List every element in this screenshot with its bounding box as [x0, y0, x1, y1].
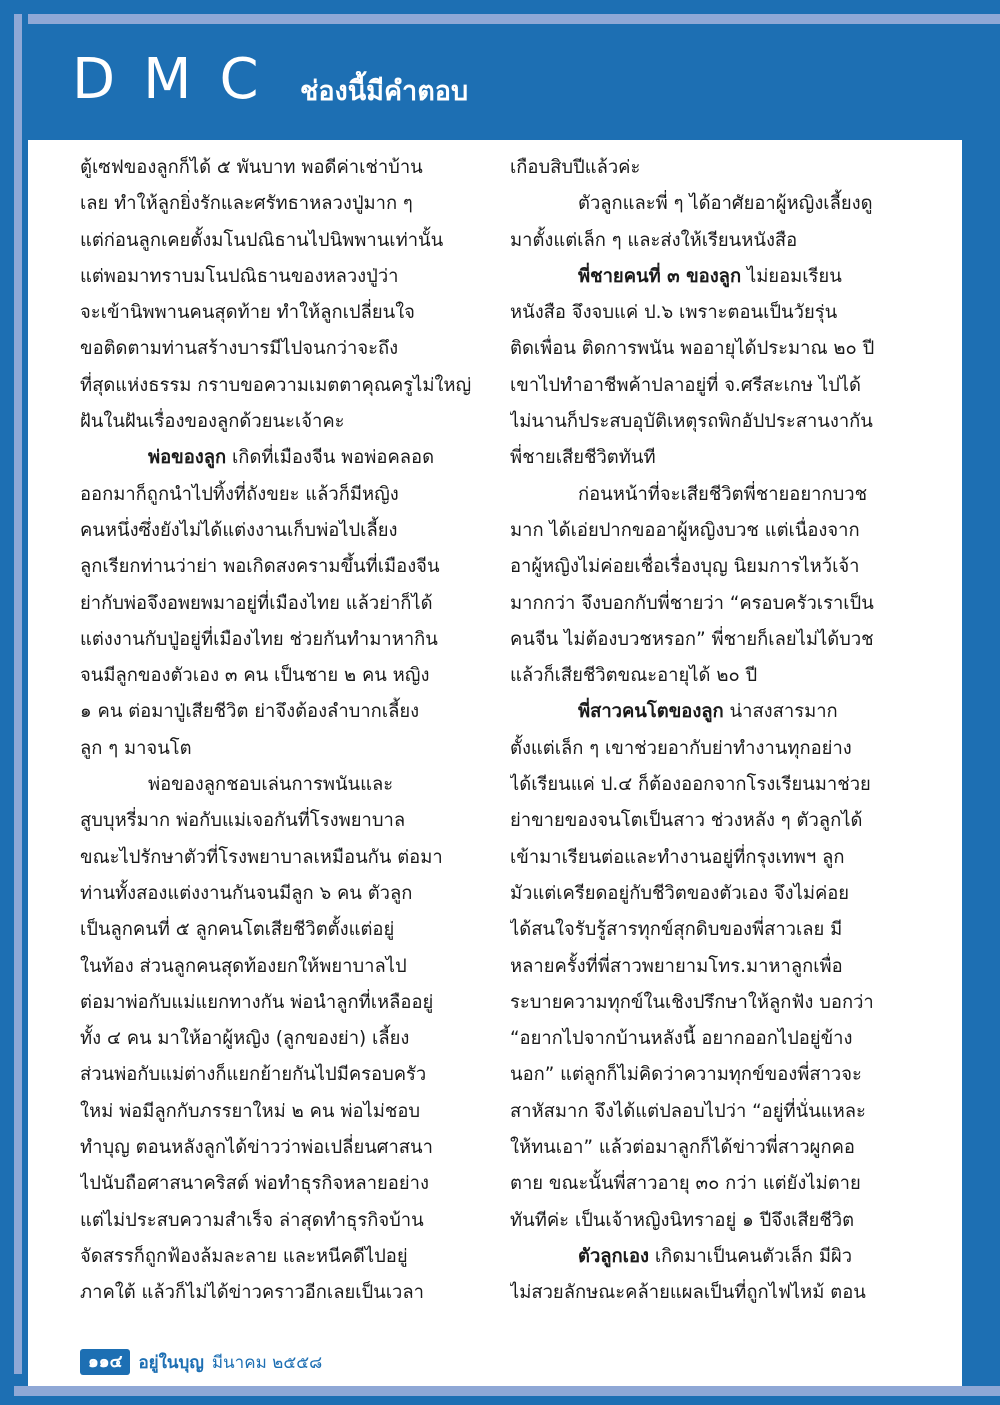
line-text: ส่วนพ่อกับแม่ต่างก็แยกย้ายกันไปมีครอบครัว — [80, 1064, 427, 1086]
text-line — [80, 513, 490, 549]
text-line — [80, 150, 490, 186]
line-text: แล้วก็เสียชีวิตขณะอายุได้ ๒๐ ปี — [510, 665, 758, 687]
text-line — [80, 876, 490, 912]
line-text: หลายครั้งที่พี่สาวพยายามโทร.มาหาลูกเพื่อ — [510, 955, 843, 977]
text-line — [510, 259, 894, 295]
line-text: ให้ทนเอา” แล้วต่อมาลูกก็ได้ข่าวพี่สาวผูกคอ — [510, 1137, 855, 1159]
bold-lead: ตัวลูกเอง — [578, 1245, 649, 1267]
text-line — [80, 949, 490, 985]
line-text: ตั้งแต่เล็ก ๆ เขาช่วยอากับย่าทำงานทุกอย่าง — [510, 737, 852, 759]
bottom-frame — [0, 1396, 1000, 1405]
line-text: ตัวลูกและพี่ ๆ ได้อาศัยอาผู้หญิงเลี้ยงดู — [578, 193, 873, 215]
text-line — [510, 404, 894, 440]
line-text: นอก” แต่ลูกก็ไม่คิดว่าความทุกข์ของพี่สาวจะ — [510, 1064, 862, 1086]
line-text: อาผู้หญิงไม่ค่อยเชื่อเรื่องบุญ นิยมการไหว้เจ้า — [510, 556, 860, 578]
left-column — [80, 150, 490, 1312]
text-line — [510, 949, 894, 985]
line-text: แต่งงานกับปู่อยู่ที่เมืองไทย ช่วยกันทำมาหากิน — [80, 628, 438, 650]
line-text: ก่อนหน้าที่จะเสียชีวิตพี่ชายอยากบวช — [578, 483, 868, 505]
line-text: แต่ก่อนลูกเคยตั้งมโนปณิธานไปนิพพานเท่านั้น — [80, 229, 444, 251]
line-text: ย่าขายของจนโตเป็นสาว ช่วงหลัง ๆ ตัวลูกได้ — [510, 810, 863, 832]
text-line — [80, 1166, 490, 1202]
line-text: ไม่นานก็ประสบอุบัติเหตุรถพิกอัปประสานงากัน — [510, 411, 873, 433]
line-text: เข้ามาเรียนต่อและทำงานอยู่ที่กรุงเทพฯ ลูก — [510, 846, 845, 868]
text-line — [510, 440, 894, 476]
text-line — [80, 368, 490, 404]
text-line — [80, 295, 490, 331]
line-text: เกิดมาเป็นคนตัวเล็ก มีผิว — [649, 1245, 853, 1267]
line-text: ๑ คน ต่อมาปู่เสียชีวิต ย่าจึงต้องลำบากเลี้ยง — [80, 701, 420, 723]
text-line — [80, 767, 490, 803]
bold-lead: พ่อของลูก — [148, 447, 227, 469]
bold-lead: พี่ชายคนที่ ๓ ของลูก — [578, 265, 742, 287]
line-text: ติดเพื่อน ติดการพนัน พออายุได้ประมาณ ๒๐ ปี — [510, 338, 875, 360]
text-line — [80, 1094, 490, 1130]
text-line — [80, 1239, 490, 1275]
magazine-name: อยู่ในบุญ — [138, 1352, 204, 1373]
bottom-frame-stripe — [14, 1386, 1000, 1396]
text-line — [80, 912, 490, 948]
text-line — [510, 223, 894, 259]
text-line — [80, 658, 490, 694]
line-text: ฝันในฝันเรื่องของลูกด้วยนะเจ้าคะ — [80, 411, 345, 433]
text-line — [80, 549, 490, 585]
line-text: ย่ากับพ่อจึงอพยพมาอยู่ที่เมืองไทย แล้วย่าก็ได้ — [80, 592, 433, 614]
text-line — [510, 331, 894, 367]
text-line — [510, 1275, 894, 1311]
text-line — [510, 1239, 894, 1275]
line-text: เกิดที่เมืองจีน พอพ่อคลอด — [226, 447, 435, 469]
text-line — [510, 1130, 894, 1166]
text-line — [80, 223, 490, 259]
line-text: ได้สนใจรับรู้สารทุกข์สุกดิบของพี่สาวเลย มี — [510, 919, 843, 941]
line-text: ได้เรียนแค่ ป.๔ ก็ต้องออกจากโรงเรียนมาช่วย — [510, 774, 871, 796]
line-text: แต่พอมาทราบมโนปณิธานของหลวงปู่ว่า — [80, 265, 399, 287]
line-text: หนังสือ จึงจบแค่ ป.๖ เพราะตอนเป็นวัยรุ่น — [510, 302, 838, 324]
line-text: มาก ได้เอ่ยปากขออาผู้หญิงบวช แต่เนื่องจาก — [510, 519, 860, 541]
text-line — [80, 404, 490, 440]
line-text: คนหนึ่งซึ่งยังไม่ได้แต่งงานเก็บพ่อไปเลี้ยง — [80, 519, 398, 541]
line-text: มากกว่า จึงบอกกับพี่ชายว่า “ครอบครัวเราเป็น — [510, 592, 874, 614]
text-line — [80, 731, 490, 767]
line-text: ทันทีค่ะ เป็นเจ้าหญิงนิทราอยู่ ๑ ปีจึงเสียชีวิต — [510, 1209, 855, 1231]
text-line — [510, 477, 894, 513]
text-line — [510, 767, 894, 803]
line-text: จัดสรรก็ถูกฟ้องล้มละลาย และหนีคดีไปอยู่ — [80, 1245, 408, 1267]
line-text: จะเข้านิพพานคนสุดท้าย ทำให้ลูกเปลี่ยนใจ — [80, 302, 415, 324]
text-line — [510, 186, 894, 222]
text-line — [510, 150, 894, 186]
line-text: ออกมาก็ถูกนำไปทิ้งที่ถังขยะ แล้วก็มีหญิง — [80, 483, 399, 505]
issue-date: มีนาคม ๒๕๕๘ — [211, 1352, 323, 1373]
line-text: ขอติดตามท่านสร้างบารมีไปจนกว่าจะถึง — [80, 338, 399, 360]
line-text: เลย ทำให้ลูกยิ่งรักและศรัทธาหลวงปู่มาก ๆ — [80, 193, 413, 215]
text-line — [510, 586, 894, 622]
line-text: เกือบสิบปีแล้วค่ะ — [510, 157, 641, 178]
text-line — [80, 477, 490, 513]
text-line — [80, 840, 490, 876]
text-line — [80, 259, 490, 295]
right-column — [510, 150, 894, 1312]
line-text: จนมีลูกของตัวเอง ๓ คน เป็นชาย ๒ คน หญิง — [80, 665, 430, 687]
line-text: ไม่ยอมเรียน — [741, 265, 842, 287]
section-title: ช่องนี้มีคำตอบ — [300, 76, 469, 107]
line-text: คนจีน ไม่ต้องบวชหรอก” พี่ชายก็เลยไม่ได้บวช — [510, 628, 874, 650]
line-text: สาหัสมาก จึงได้แต่ปลอบไปว่า “อยู่ที่นั่นแหละ — [510, 1100, 866, 1122]
line-text: ตาย ขณะนั้นพี่สาวอายุ ๓๐ กว่า แต่ยังไม่ตาย — [510, 1173, 861, 1195]
text-line — [510, 1057, 894, 1093]
line-text: ในท้อง ส่วนลูกคนสุดท้องยกให้พยาบาลไป — [80, 955, 407, 977]
line-text: มัวแต่เครียดอยู่กับชีวิตของตัวเอง จึงไม่ค่อย — [510, 882, 850, 904]
line-text: ภาคใต้ แล้วก็ไม่ได้ข่าวคราวอีกเลยเป็นเวลา — [80, 1282, 424, 1304]
text-line — [80, 331, 490, 367]
text-line — [510, 1166, 894, 1202]
line-text: ลูกเรียกท่านว่าย่า พอเกิดสงครามขึ้นที่เมืองจีน — [80, 556, 440, 578]
text-line — [80, 1130, 490, 1166]
line-text: ไปนับถือศาสนาคริสต์ พ่อทำธุรกิจหลายอย่าง — [80, 1173, 429, 1195]
text-line — [510, 731, 894, 767]
line-text: ลูก ๆ มาจนโต — [80, 737, 192, 759]
right-frame — [962, 140, 1000, 1386]
text-line — [510, 694, 894, 730]
line-text: ทำบุญ ตอนหลังลูกได้ข่าวว่าพ่อเปลี่ยนศาสนา — [80, 1137, 433, 1159]
text-line — [80, 622, 490, 658]
line-text: พ่อของลูกชอบเล่นการพนันและ — [148, 774, 394, 796]
line-text: แต่ไม่ประสบความสำเร็จ ล่าสุดทำธุรกิจบ้าน — [80, 1209, 424, 1231]
text-line — [80, 1275, 490, 1311]
text-line — [510, 368, 894, 404]
text-line — [510, 1021, 894, 1057]
text-line — [510, 985, 894, 1021]
text-line — [510, 622, 894, 658]
text-line — [510, 295, 894, 331]
text-line — [80, 803, 490, 839]
text-line — [80, 985, 490, 1021]
line-text: ขณะไปรักษาตัวที่โรงพยาบาลเหมือนกัน ต่อมา — [80, 846, 443, 868]
text-line — [510, 658, 894, 694]
bold-lead: พี่สาวคนโตของลูก — [578, 701, 724, 723]
page-number: ๑๑๔ — [80, 1349, 130, 1375]
line-text: เป็นลูกคนที่ ๕ ลูกคนโตเสียชีวิตตั้งแต่อยู่ — [80, 919, 395, 941]
line-text: เขาไปทำอาชีพค้าปลาอยู่ที่ จ.ศรีสะเกษ ไปได้ — [510, 374, 862, 396]
line-text: พี่ชายเสียชีวิตทันที — [510, 447, 656, 469]
top-frame-stripe — [22, 14, 1000, 24]
left-frame-stripe — [14, 14, 22, 1374]
text-line — [510, 912, 894, 948]
line-text: ใหม่ พ่อมีลูกกับภรรยาใหม่ ๒ คน พ่อไม่ชอบ — [80, 1100, 421, 1122]
line-text: ตู้เซฟของลูกก็ได้ ๕ พันบาท พอดีค่าเช่าบ้าน — [80, 157, 423, 178]
brand-logo: DMC — [72, 47, 287, 112]
text-line — [510, 840, 894, 876]
line-text: ท่านทั้งสองแต่งงานกันจนมีลูก ๖ คน ตัวลูก — [80, 882, 413, 904]
text-line — [510, 513, 894, 549]
text-line — [510, 803, 894, 839]
line-text: “อยากไปจากบ้านหลังนี้ อยากออกไปอยู่ข้าง — [510, 1028, 853, 1050]
line-text: ระบายความทุกข์ในเชิงปรึกษาให้ลูกฟัง บอกว่า — [510, 991, 874, 1013]
text-line — [80, 440, 490, 476]
line-text: น่าสงสารมาก — [723, 701, 838, 723]
text-line — [510, 876, 894, 912]
text-line — [80, 1203, 490, 1239]
text-line — [510, 1203, 894, 1239]
line-text: ที่สุดแห่งธรรม กราบขอความเมตตาคุณครูไม่ใหญ่ — [80, 374, 472, 396]
line-text: สูบบุหรี่มาก พ่อกับแม่เจอกันที่โรงพยาบาล — [80, 810, 406, 832]
text-line — [510, 1094, 894, 1130]
text-line — [80, 186, 490, 222]
line-text: ต่อมาพ่อกับแม่แยกทางกัน พ่อนำลูกที่เหลืออยู่ — [80, 991, 434, 1013]
text-line — [80, 1021, 490, 1057]
text-line — [80, 694, 490, 730]
line-text: มาตั้งแต่เล็ก ๆ และส่งให้เรียนหนังสือ — [510, 229, 798, 251]
line-text: ไม่สวยลักษณะคล้ายแผลเป็นที่ถูกไฟไหม้ ตอน — [510, 1282, 866, 1304]
text-line — [510, 549, 894, 585]
text-line — [80, 586, 490, 622]
line-text: ทั้ง ๔ คน มาให้อาผู้หญิง (ลูกของย่า) เลี้ยง — [80, 1028, 410, 1050]
text-line — [80, 1057, 490, 1093]
footer — [80, 1348, 322, 1376]
